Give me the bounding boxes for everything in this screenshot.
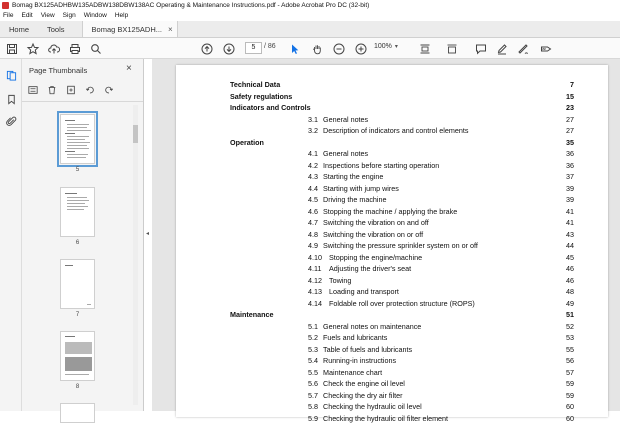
insert-page-icon[interactable] xyxy=(66,85,76,95)
menu-bar xyxy=(0,10,620,21)
tab-document-label: Bomag BX125ADH... xyxy=(92,25,162,34)
toc-entry-row[interactable] xyxy=(176,207,608,219)
toc-entry-number: 5.6 xyxy=(308,379,318,388)
toc-entry-row[interactable] xyxy=(176,345,608,357)
window-title: Bomag BX125ADHBW135ADBW138DBW138AC Operating & Maintenance Instructions.pdf - Adobe Acrobat Pro DC (32-bit) xyxy=(12,2,369,9)
toc-entry-number: 5.2 xyxy=(308,333,318,342)
delete-page-icon[interactable] xyxy=(47,85,57,95)
toc-page-number: 44 xyxy=(566,241,574,250)
toc-entry-row[interactable] xyxy=(176,184,608,196)
rotate-right-icon[interactable] xyxy=(104,85,114,95)
toc-page-number: 56 xyxy=(566,356,574,365)
toc-page-number: 52 xyxy=(566,322,574,331)
toc-entry-title: Foldable roll over protection structure (ROPS) xyxy=(329,299,475,308)
toc-entry-number: 4.8 xyxy=(308,230,318,239)
zoom-value: 100% xyxy=(374,43,392,50)
menu-sign[interactable]: Sign xyxy=(63,12,76,19)
panel-title: Page Thumbnails xyxy=(29,66,87,75)
toc-page-number: 39 xyxy=(566,195,574,204)
tab-home[interactable] xyxy=(0,21,38,37)
toc-page-number: 27 xyxy=(566,115,574,124)
toc-entry-row[interactable] xyxy=(176,276,608,288)
options-menu-icon[interactable] xyxy=(28,85,38,95)
toc-entry-number: 4.3 xyxy=(308,172,318,181)
page-thumbnail-9[interactable] xyxy=(60,403,95,423)
toc-entry-title: Maintenance chart xyxy=(323,368,382,377)
toc-entry-number: 4.9 xyxy=(308,241,318,250)
toc-page-number: 51 xyxy=(566,310,574,319)
toc-entry-number: 4.13 xyxy=(308,287,322,296)
toc-entry-number: 5.9 xyxy=(308,414,318,423)
toc-entry-row[interactable] xyxy=(176,391,608,403)
bookmarks-icon[interactable] xyxy=(4,92,18,106)
toc-page-number: 23 xyxy=(566,103,574,112)
toc-entry-row[interactable] xyxy=(176,368,608,380)
toc-entry-title: Stopping the machine / applying the brake xyxy=(323,207,457,216)
pdf-page xyxy=(176,65,608,417)
hand-tool-icon[interactable] xyxy=(310,41,324,56)
toc-entry-number: 4.4 xyxy=(308,184,318,193)
toc-section-title: Indicators and Controls xyxy=(230,103,311,112)
page-thumbnail-6[interactable] xyxy=(60,187,95,237)
zoom-in-icon[interactable] xyxy=(354,41,368,56)
thumbnail-toolbar xyxy=(28,83,123,97)
toc-entry-row[interactable] xyxy=(176,126,608,138)
toc-page-number: 35 xyxy=(566,138,574,147)
navigation-rail xyxy=(0,59,22,411)
toc-page-number: 60 xyxy=(566,402,574,411)
toc-entry-number: 5.7 xyxy=(308,391,318,400)
toc-entry-row[interactable] xyxy=(176,333,608,345)
toc-entry-title: Fuels and lubricants xyxy=(323,333,387,342)
main-toolbar xyxy=(0,38,620,59)
toc-entry-number: 3.2 xyxy=(308,126,318,135)
toc-entry-title: Running-in instructions xyxy=(323,356,396,365)
page-thumbnail-7[interactable] xyxy=(60,259,95,309)
page-thumbnail-5[interactable] xyxy=(60,114,95,164)
toc-entry-title: General notes xyxy=(323,115,368,124)
toc-entry-row[interactable] xyxy=(176,299,608,311)
toc-entry-title: General notes xyxy=(323,149,368,158)
toc-entry-row[interactable] xyxy=(176,230,608,242)
toc-entry-number: 4.10 xyxy=(308,253,322,262)
toc-page-number: 7 xyxy=(570,80,574,89)
page-thumbnails-icon[interactable] xyxy=(4,68,18,82)
toc-entry-title: Inspections before starting operation xyxy=(323,161,439,170)
print-icon[interactable] xyxy=(68,41,82,56)
toc-page-number: 49 xyxy=(566,299,574,308)
zoom-select[interactable] xyxy=(374,43,398,50)
toc-entry-title: Loading and transport xyxy=(329,287,399,296)
toc-entry-row[interactable] xyxy=(176,218,608,230)
toc-page-number: 46 xyxy=(566,276,574,285)
toc-entry-title: Stopping the engine/machine xyxy=(329,253,422,262)
toc-entry-number: 4.2 xyxy=(308,161,318,170)
toc-entry-row[interactable] xyxy=(176,172,608,184)
thumbnail-label: 7 xyxy=(60,312,95,318)
toc-entry-title: Checking the dry air filter xyxy=(323,391,403,400)
attachments-icon[interactable] xyxy=(4,114,18,128)
close-tab-icon[interactable]: × xyxy=(168,25,173,34)
tab-document[interactable] xyxy=(82,21,178,37)
toc-entry-row[interactable] xyxy=(176,241,608,253)
tab-tools[interactable] xyxy=(38,21,74,37)
upload-cloud-icon[interactable] xyxy=(47,41,61,56)
toc-entry-row[interactable] xyxy=(176,379,608,391)
toc-entry-title: Check the engine oil level xyxy=(323,379,405,388)
document-view[interactable] xyxy=(152,59,620,411)
page-thumbnails-panel xyxy=(22,59,144,411)
toc-page-number: 36 xyxy=(566,149,574,158)
toc-entry-number: 4.6 xyxy=(308,207,318,216)
toc-page-number: 15 xyxy=(566,92,574,101)
toc-page-number: 46 xyxy=(566,264,574,273)
previous-page-icon[interactable] xyxy=(200,41,214,56)
toc-entry-title: Towing xyxy=(329,276,351,285)
thumbnail-label: 6 xyxy=(60,240,95,246)
toc-page-number: 55 xyxy=(566,345,574,354)
toc-page-number: 41 xyxy=(566,218,574,227)
menu-view[interactable]: View xyxy=(41,12,55,19)
toc-entry-number: 5.5 xyxy=(308,368,318,377)
toc-entry-row[interactable] xyxy=(176,253,608,265)
toc-entry-number: 3.1 xyxy=(308,115,318,124)
toc-entry-title: Adjusting the driver's seat xyxy=(329,264,411,273)
toc-page-number: 48 xyxy=(566,287,574,296)
bookmark-star-icon[interactable] xyxy=(26,41,40,56)
toc-entry-number: 5.1 xyxy=(308,322,318,331)
toc-entry-number: 4.1 xyxy=(308,149,318,158)
toc-entry-title: Table of fuels and lubricants xyxy=(323,345,412,354)
toc-entry-row[interactable] xyxy=(176,161,608,173)
scroll-mode-icon[interactable] xyxy=(443,41,461,56)
toc-section-row[interactable] xyxy=(176,80,608,92)
toc-entry-number: 4.7 xyxy=(308,218,318,227)
tab-bar xyxy=(0,21,620,38)
toc-entry-row[interactable] xyxy=(176,402,608,414)
current-page-input[interactable]: 5 xyxy=(245,42,262,54)
toc-section-title: Operation xyxy=(230,138,264,147)
toc-entry-title: Checking the hydraulic oil level xyxy=(323,402,422,411)
toc-section-row[interactable] xyxy=(176,92,608,104)
toc-entry-number: 5.3 xyxy=(308,345,318,354)
toc-entry-row[interactable] xyxy=(176,149,608,161)
collapse-panel-icon[interactable]: ◂ xyxy=(146,230,149,237)
page-count: / 86 xyxy=(264,43,276,50)
acrobat-app-icon xyxy=(2,2,9,9)
save-icon[interactable] xyxy=(5,41,19,56)
toc-page-number: 59 xyxy=(566,379,574,388)
toc-entry-row[interactable] xyxy=(176,115,608,127)
draw-icon[interactable] xyxy=(516,41,530,56)
page-thumbnail-8[interactable] xyxy=(60,331,95,381)
window-titlebar xyxy=(0,0,620,10)
toc-entry-row[interactable] xyxy=(176,195,608,207)
menu-window[interactable]: Window xyxy=(84,12,107,19)
select-cursor-icon[interactable] xyxy=(288,41,302,56)
tab-home-label: Home xyxy=(9,25,29,34)
panel-divider xyxy=(22,101,143,102)
toc-entry-title: Checking the hydraulic oil filter element xyxy=(323,414,448,423)
toc-page-number: 57 xyxy=(566,368,574,377)
toc-entry-number: 5.8 xyxy=(308,402,318,411)
toc-section-row[interactable] xyxy=(176,138,608,150)
close-panel-icon[interactable]: × xyxy=(126,63,132,74)
sign-icon[interactable] xyxy=(538,41,554,56)
tab-tools-label: Tools xyxy=(47,25,65,34)
toc-page-number: 60 xyxy=(566,414,574,423)
toc-page-number: 41 xyxy=(566,207,574,216)
toc-entry-number: 4.12 xyxy=(308,276,322,285)
toc-entry-row[interactable] xyxy=(176,322,608,334)
toc-entry-number: 4.11 xyxy=(308,264,321,273)
rotate-left-icon[interactable] xyxy=(85,85,95,95)
zoom-out-icon[interactable] xyxy=(332,41,346,56)
toc-entry-row[interactable] xyxy=(176,287,608,299)
thumbnail-label: 8 xyxy=(60,384,95,390)
toc-page-number: 53 xyxy=(566,333,574,342)
toc-entry-row[interactable] xyxy=(176,356,608,368)
highlight-pen-icon[interactable] xyxy=(495,41,509,56)
search-icon[interactable] xyxy=(89,41,103,56)
toc-entry-row[interactable] xyxy=(176,414,608,425)
chevron-down-icon: ▾ xyxy=(395,44,398,50)
toc-entry-title: Switching the vibration on and off xyxy=(323,218,429,227)
toc-entry-title: Switching the vibration on or off xyxy=(323,230,423,239)
scrollbar-thumb[interactable] xyxy=(133,125,138,143)
toc-entry-title: Driving the machine xyxy=(323,195,387,204)
toc-entry-title: Starting the engine xyxy=(323,172,383,181)
toc-page-number: 27 xyxy=(566,126,574,135)
toc-page-number: 37 xyxy=(566,172,574,181)
toc-entry-title: Description of indicators and control elements xyxy=(323,126,468,135)
menu-edit[interactable]: Edit xyxy=(21,12,32,19)
menu-file[interactable]: File xyxy=(3,12,13,19)
toc-entry-row[interactable] xyxy=(176,264,608,276)
next-page-icon[interactable] xyxy=(222,41,236,56)
toc-section-row[interactable] xyxy=(176,310,608,322)
comment-icon[interactable] xyxy=(474,41,488,56)
toc-entry-number: 4.14 xyxy=(308,299,322,308)
toc-entry-number: 4.5 xyxy=(308,195,318,204)
toc-page-number: 59 xyxy=(566,391,574,400)
toc-page-number: 39 xyxy=(566,184,574,193)
toc-section-title: Maintenance xyxy=(230,310,274,319)
toc-page-number: 36 xyxy=(566,161,574,170)
thumbnail-label: 5 xyxy=(60,167,95,173)
page-view-icon[interactable] xyxy=(416,41,434,56)
toc-page-number: 43 xyxy=(566,230,574,239)
thumbnail-scrollbar[interactable] xyxy=(133,105,138,405)
toc-entry-number: 5.4 xyxy=(308,356,318,365)
toc-entry-title: Switching the pressure sprinkler system on or off xyxy=(323,241,478,250)
toc-page-number: 45 xyxy=(566,253,574,262)
toc-section-title: Technical Data xyxy=(230,80,280,89)
toc-entry-title: General notes on maintenance xyxy=(323,322,421,331)
toc-entry-title: Starting with jump wires xyxy=(323,184,399,193)
toc-section-title: Safety regulations xyxy=(230,92,292,101)
menu-help[interactable]: Help xyxy=(115,12,128,19)
toc-section-row[interactable] xyxy=(176,103,608,115)
